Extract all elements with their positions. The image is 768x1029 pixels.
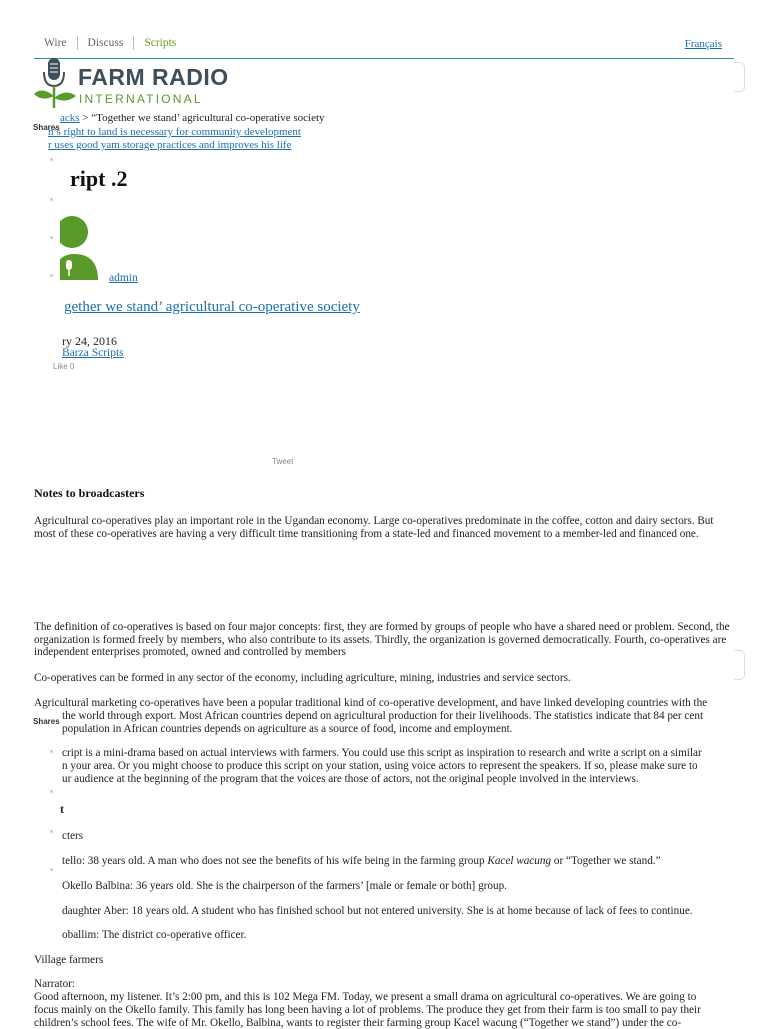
share-email-icon-sticky[interactable] xyxy=(50,868,53,871)
paragraph-3: Co-operatives can be formed in any sector of the economy, including agriculture, mining, industries and service sectors. xyxy=(34,672,571,684)
narration-line-2: focus mainly on the Okello family. This family has long been having a lot of problems. The produce they get from their farm is too small to pay their xyxy=(34,1004,701,1016)
narrator-label: Narrator: xyxy=(34,978,75,990)
narration-line-1: Good afternoon, my listener. It’s 2:00 pm, and this is 102 Mega FM. Today, we present a small drama on agricultural co-operatives. We are going to xyxy=(34,991,697,1003)
paragraph-5-line-3: ur audience at the beginning of the program that the voices are those of actors, not the original people involved in the interviews. xyxy=(62,773,639,785)
group-name: Kacel wacung xyxy=(487,855,552,867)
page-title: ript .2 xyxy=(70,166,128,191)
nav-scripts[interactable]: Scripts xyxy=(144,37,177,49)
nav-wire[interactable]: Wire xyxy=(34,36,78,50)
character-2: Okello Balbina: 36 years old. She is the chairperson of the farmers’ [male or female or both] group. xyxy=(62,880,507,892)
shares-label: Shares xyxy=(33,123,60,132)
avatar-icon xyxy=(60,210,100,282)
character-5: Village farmers xyxy=(34,954,104,966)
share-facebook-icon-sticky[interactable] xyxy=(50,750,53,753)
like-button[interactable]: Like 0 xyxy=(53,362,75,371)
character-1 xyxy=(62,855,661,867)
character-4: oballim: The district co-operative officer. xyxy=(62,929,247,941)
breadcrumb xyxy=(60,112,325,124)
share-twitter-icon-sticky[interactable] xyxy=(50,790,53,793)
share-twitter-icon[interactable] xyxy=(50,198,53,201)
breadcrumb-link[interactable]: acks xyxy=(60,112,80,124)
character-1-text-b: or “Together we stand.” xyxy=(551,855,661,867)
post-title-link[interactable]: gether we stand’ agricultural co-operative society xyxy=(64,299,360,315)
author-link[interactable]: admin xyxy=(109,272,138,284)
script-heading: t xyxy=(60,802,64,816)
related-prev-link[interactable]: n’s right to land is necessary for community development xyxy=(48,126,301,138)
paragraph-5-line-1: cript is a mini-drama based on actual interviews with farmers. You could use this script as inspiration to research and write a script on a similar xyxy=(62,747,702,759)
paragraph-2: The definition of co-operatives is based on four major concepts: first, they are formed by groups of people who have a shared need or problem. Second, the organization is formed freely by members, who also contribute to its assets. Thirdly, the organization is governed democratically. Fourth, co-operatives are independent enterprises promoted, owned and controlled by members xyxy=(34,621,730,659)
side-tab-bottom[interactable] xyxy=(734,650,745,680)
side-tab-top[interactable] xyxy=(734,62,745,92)
characters-label: cters xyxy=(62,830,84,842)
farm-radio-logo[interactable] xyxy=(32,56,229,112)
logo-subtitle: INTERNATIONAL xyxy=(79,92,203,106)
microphone-plant-icon xyxy=(32,56,78,112)
paragraph-4-line-1: Agricultural marketing co-operatives have been a popular traditional kind of co-operative development, and have linked developing countries with the xyxy=(34,697,708,709)
author-avatar[interactable] xyxy=(60,210,100,282)
post-date: ry 24, 2016 xyxy=(62,334,117,348)
share-linkedin-icon[interactable] xyxy=(50,236,53,239)
related-next-link[interactable]: r uses good yam storage practices and improves his life xyxy=(48,139,292,151)
post-category-link[interactable]: Barza Scripts xyxy=(62,347,124,359)
paragraph-4-line-3: population in African countries depends on agriculture as a source of food, income and employment. xyxy=(62,723,513,735)
paragraph-4-line-2: the world through export. Most African countries depend on agricultural production for their livelihoods. The statistics indicate that 84 per cent xyxy=(62,710,704,722)
share-linkedin-icon-sticky[interactable] xyxy=(50,830,53,833)
nav-discuss[interactable]: Discuss xyxy=(78,36,135,50)
share-email-icon[interactable] xyxy=(50,274,53,277)
share-facebook-icon[interactable] xyxy=(50,158,53,161)
paragraph-1: Agricultural co-operatives play an important role in the Ugandan economy. Large co-operatives predominate in the coffee, cotton and dairy sectors. But most of these co-operatives are having a very difficult time transitioning from a state-led and financed movement to a member-led and financed one. xyxy=(34,515,714,540)
language-switch-link[interactable]: Français xyxy=(684,38,722,50)
character-3: daughter Aber: 18 years old. A student who has finished school but not entered university. She is at home because of lack of fees to continue. xyxy=(62,905,693,917)
breadcrumb-current: > “Together we stand’ agricultural co-operative society xyxy=(82,112,325,124)
character-1-text-a: tello: 38 years old. A man who does not see the benefits of his wife being in the farming group xyxy=(62,855,488,867)
shares-label-sticky: Shares xyxy=(33,717,60,726)
top-nav xyxy=(34,36,186,50)
paragraph-5-line-2: n your area. Or you might choose to produce this script on your station, using voice actors to represent the speakers. If so, please make sure to xyxy=(62,760,698,772)
narration-line-3: children’s school fees. The wife of Mr. Okello, Balbina, wants to register their farming group Kacel wacung (“Together we stand”) under the co- xyxy=(34,1017,682,1029)
tweet-button[interactable]: Tweet xyxy=(272,457,294,466)
notes-heading: Notes to broadcasters xyxy=(34,486,145,500)
logo-wordmark: FARM RADIO xyxy=(78,64,229,90)
